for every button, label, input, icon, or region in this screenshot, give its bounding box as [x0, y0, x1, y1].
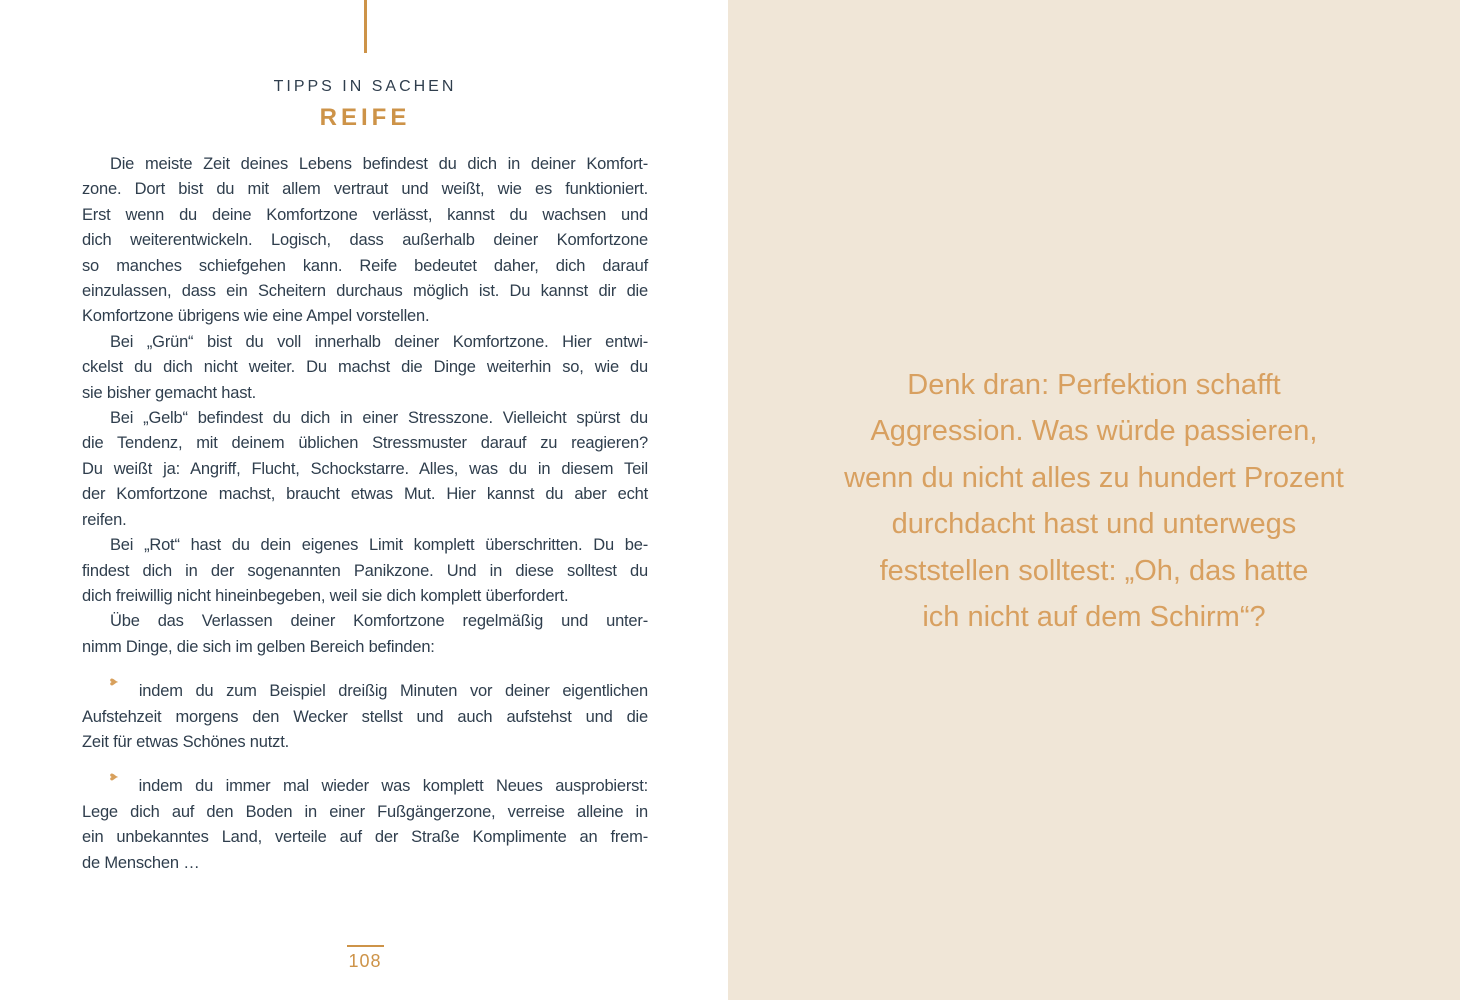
text-line: ♥ indem du immer mal wieder was komplett Neues ausprobierst:: [82, 774, 648, 799]
text-line: de Menschen …: [82, 853, 200, 872]
text-line: zone. Dort bist du mit allem vertraut und weißt, wie es funktioniert.: [82, 180, 648, 199]
text-line: Komfortzone übrigens wie eine Ampel vorstellen.: [82, 307, 430, 326]
page-number: 108: [348, 951, 382, 971]
quote-line: feststellen solltest: „Oh, das hatte: [879, 554, 1309, 587]
text-line: Bei „Gelb“ befindest du dich in einer Stresszone. Vielleicht spürst du: [110, 409, 648, 428]
text-line: dich freiwillig nicht hineinbegeben, weil sie dich komplett überfordert.: [82, 586, 569, 605]
text-line: der Komfortzone machst, braucht etwas Mut. Hier kannst du aber echt: [82, 485, 648, 504]
text-line: einzulassen, dass ein Scheitern durchaus möglich ist. Du kannst dir die: [82, 282, 648, 301]
paragraph: [82, 609, 648, 660]
text-line: findest dich in der sogenannten Panikzone. Und in diese solltest du: [82, 561, 648, 580]
header-ornament-line: [364, 0, 367, 53]
chapter-eyebrow: TIPPS IN SACHEN: [273, 78, 457, 95]
text-line: nimm Dinge, die sich im gelben Bereich befinden:: [82, 637, 435, 656]
right-book-page: [728, 0, 1460, 1000]
text-line: Übe das Verlassen deiner Komfortzone regelmäßig und unter-: [110, 612, 648, 631]
bullet-paragraph: [82, 774, 648, 876]
text-line: Aufstehzeit morgens den Wecker stellst und auch aufstehst und die: [82, 707, 648, 726]
paragraph: [82, 533, 648, 609]
pull-quote: [844, 362, 1344, 641]
text-line: Du weißt ja: Angriff, Flucht, Schockstarre. Alles, was du in diesem Teil: [82, 459, 648, 478]
body-text: [82, 152, 648, 876]
text-line: dich weiterentwickeln. Logisch, dass außerhalb deiner Komfortzone: [82, 231, 648, 250]
text-line: ♥ indem du zum Beispiel dreißig Minuten vor deiner eigentlichen: [82, 679, 648, 704]
chapter-title: REIFE: [319, 104, 411, 131]
left-book-page: [0, 0, 728, 1000]
chapter-header: [82, 78, 648, 132]
paragraph: [82, 406, 648, 533]
bullet-paragraph: [82, 679, 648, 755]
page-footer: [82, 945, 648, 972]
text-line: Erst wenn du deine Komfortzone verlässt, kannst du wachsen und: [82, 205, 648, 224]
text-line: so manches schiefgehen kann. Reife bedeutet daher, dich darauf: [82, 256, 648, 275]
text-line: Lege dich auf den Boden in einer Fußgängerzone, verreise alleine in: [82, 802, 648, 821]
text-line: ein unbekanntes Land, verteile auf der Straße Komplimente an frem-: [82, 828, 648, 847]
quote-line: durchdacht hast und unterwegs: [891, 508, 1297, 540]
quote-line: Denk dran: Perfektion schafft: [907, 368, 1281, 401]
text-line: Die meiste Zeit deines Lebens befindest du dich in deiner Komfort-: [110, 155, 648, 173]
text-line: die Tendenz, mit deinem üblichen Stressmuster darauf zu reagieren?: [82, 434, 648, 453]
text-line: Bei „Grün“ bist du voll innerhalb deiner Komfortzone. Hier entwi-: [110, 332, 648, 351]
quote-line: ich nicht auf dem Schirm“?: [922, 601, 1266, 633]
quote-line: Aggression. Was würde passieren,: [870, 415, 1318, 447]
text-line: Bei „Rot“ hast du dein eigenes Limit komplett überschritten. Du be-: [110, 536, 648, 555]
heart-arrow-bullet-icon: ♥: [105, 773, 122, 782]
text-line: Zeit für etwas Schönes nutzt.: [82, 732, 289, 751]
quote-line: wenn du nicht alles zu hundert Prozent: [844, 461, 1344, 494]
footer-rule: [347, 945, 384, 947]
text-line: ckelst du dich nicht weiter. Du machst die Dinge weiterhin so, wie du: [82, 358, 648, 377]
paragraph: [82, 330, 648, 406]
paragraph: [82, 152, 648, 330]
text-line: sie bisher gemacht hast.: [82, 383, 257, 402]
heart-arrow-bullet-icon: ♥: [105, 678, 122, 687]
text-line: reifen.: [82, 510, 127, 529]
